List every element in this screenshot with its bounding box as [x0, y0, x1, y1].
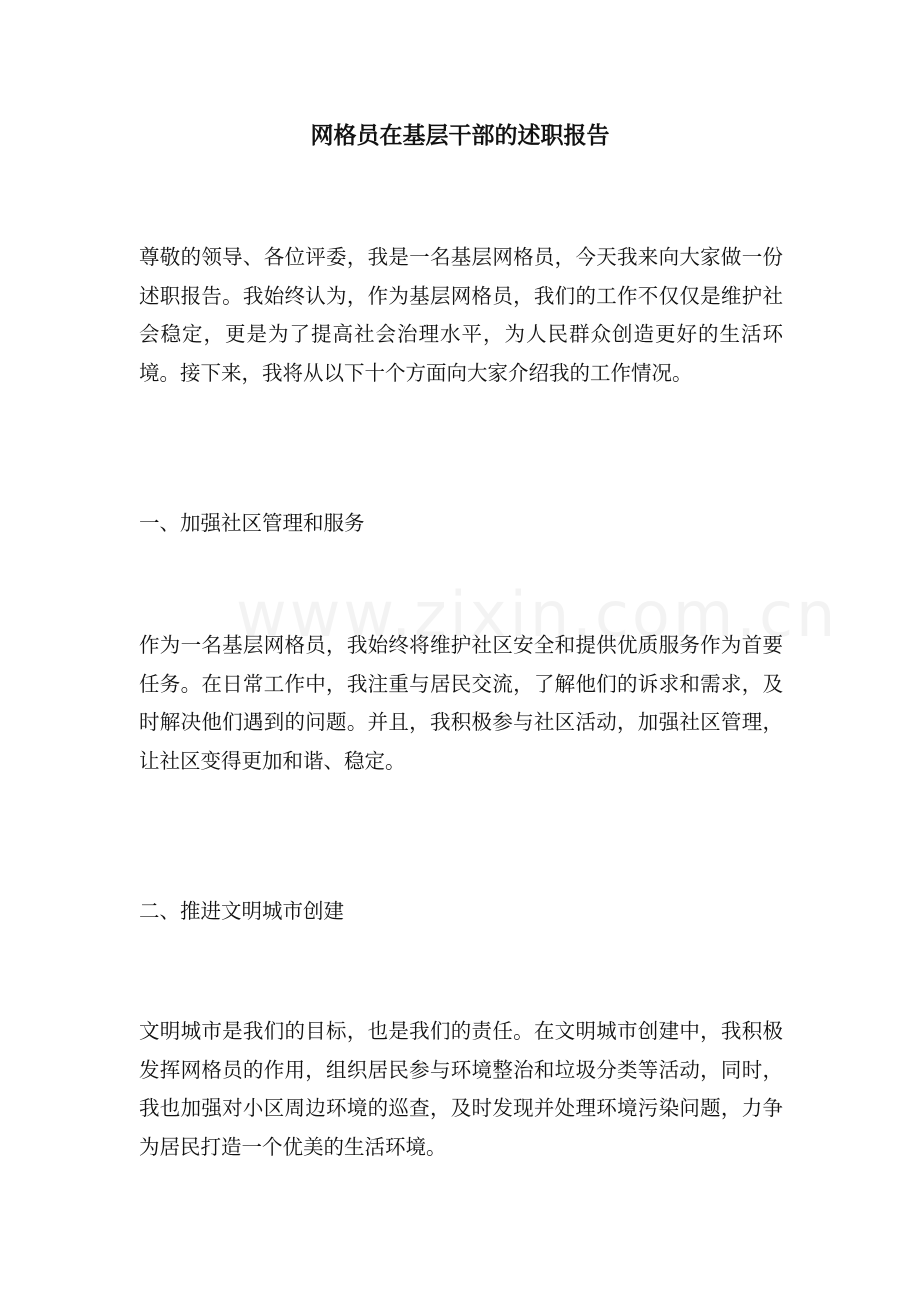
section-body-2: 文明城市是我们的目标，也是我们的责任。在文明城市创建中，我积极发挥网格员的作用，组织居民参与环境整治和垃圾分类等活动，同时，我也加强对小区周边环境的巡查，及时发现并处理环境污染问题，力争为居民打造一个优美的生活环境。 [139, 1019, 783, 1159]
section-body-1: 作为一名基层网格员，我始终将维护社区安全和提供优质服务作为首要任务。在日常工作中，我注重与居民交流，了解他们的诉求和需求，及时解决他们遇到的问题。并且，我积极参与社区活动，加强社区管理，让社区变得更加和谐、稳定。 [139, 633, 783, 773]
section-heading-2: 二、推进文明城市创建 [139, 899, 344, 923]
section-heading-1: 一、加强社区管理和服务 [139, 511, 365, 535]
intro-paragraph: 尊敬的领导、各位评委，我是一名基层网格员，今天我来向大家做一份述职报告。我始终认为，作为基层网格员，我们的工作不仅仅是维护社会稳定，更是为了提高社会治理水平，为人民群众创造更好的生活环境。接下来，我将从以下十个方面向大家介绍我的工作情况。 [139, 245, 783, 385]
document-title: 网格员在基层干部的述职报告 [310, 122, 610, 149]
